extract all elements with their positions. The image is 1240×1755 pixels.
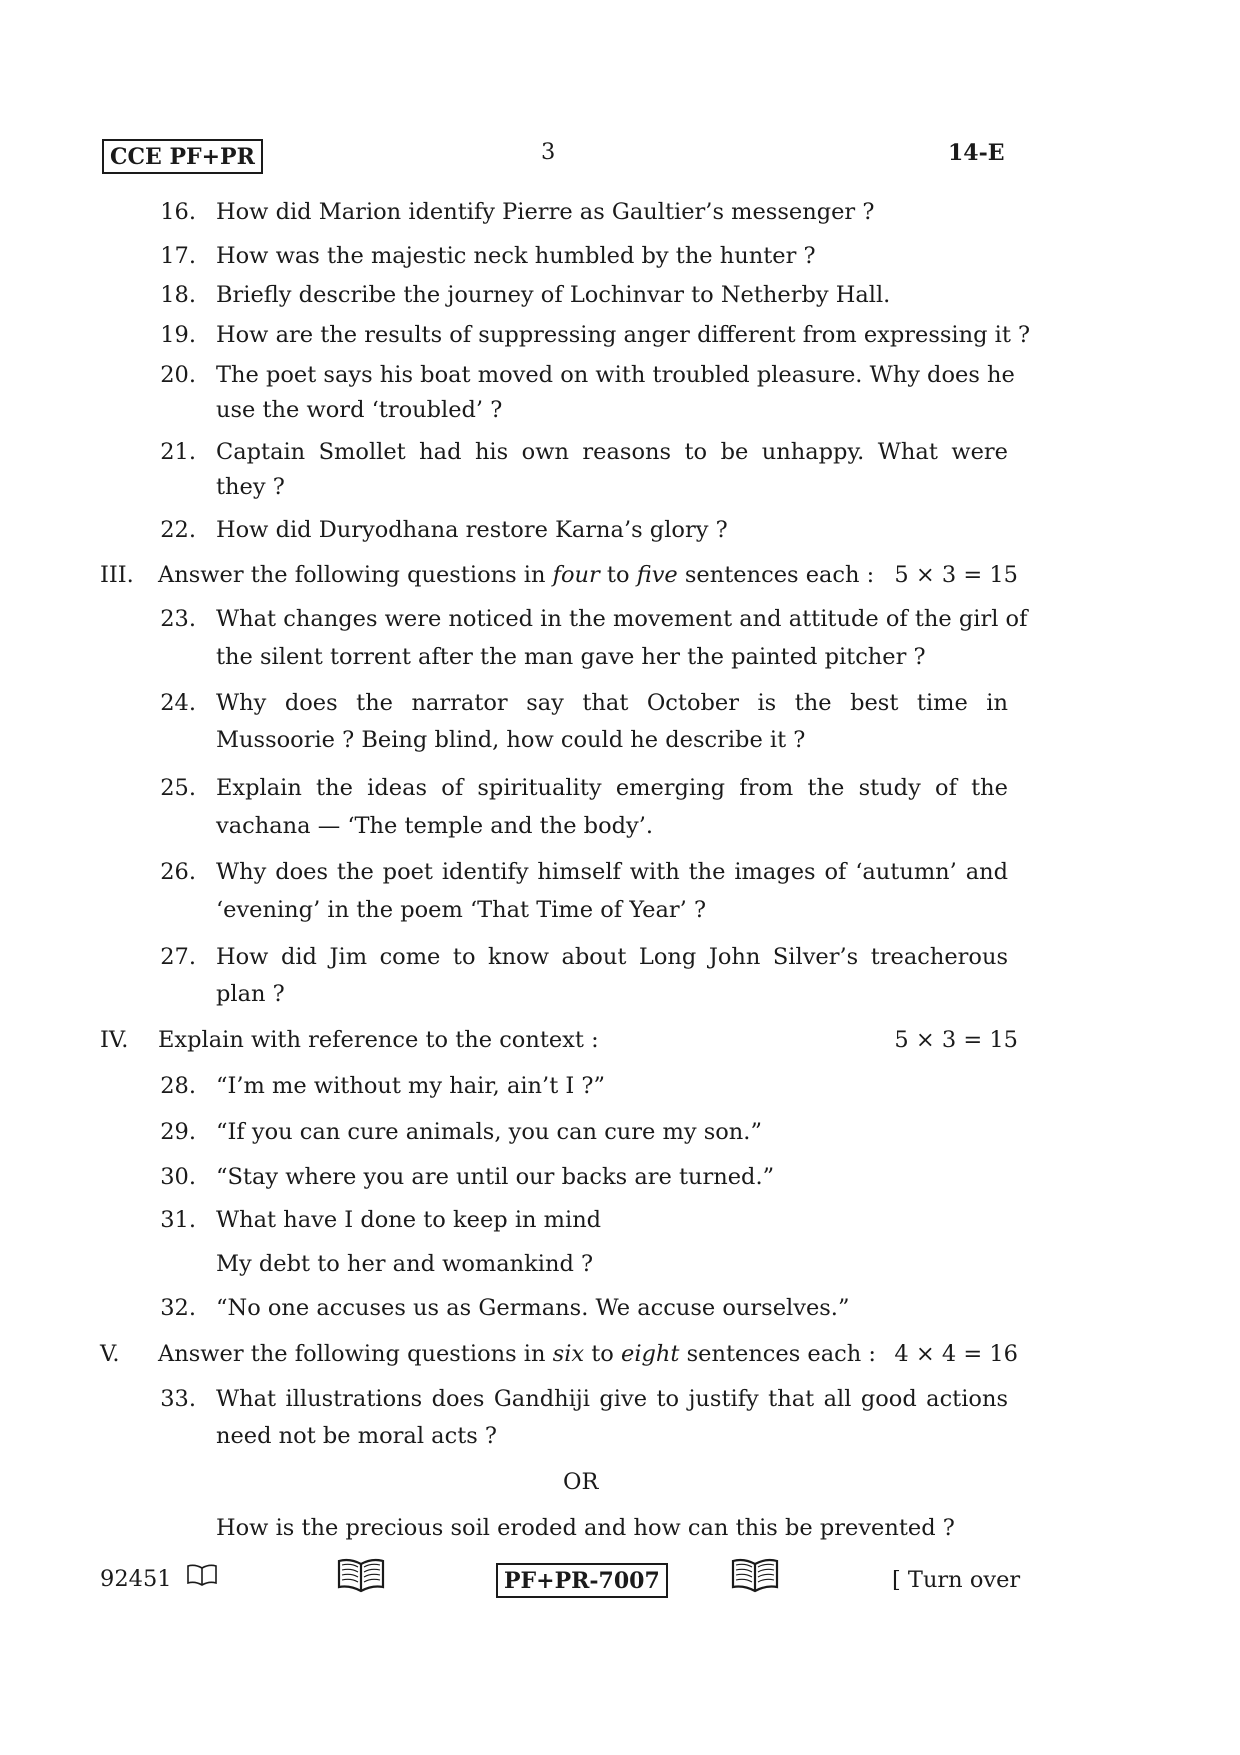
subject-code: 14-E bbox=[948, 140, 1005, 166]
page-number: 3 bbox=[541, 139, 556, 165]
question-number: 23. bbox=[160, 606, 196, 632]
question-text-line2: Mussoorie ? Being blind, how could he describe it ? bbox=[216, 727, 806, 753]
question-text: How are the results of suppressing anger different from expressing it ? bbox=[216, 322, 1031, 348]
question-text-line2: the silent torrent after the man gave her the painted pitcher ? bbox=[216, 644, 926, 670]
question-number: 16. bbox=[160, 199, 196, 225]
question-number: 17. bbox=[160, 243, 196, 269]
question-text-line1: Why does the poet identify himself with the images of ‘autumn’ and bbox=[216, 859, 1008, 885]
question-number: 25. bbox=[160, 775, 196, 801]
question-text-line2: need not be moral acts ? bbox=[216, 1423, 497, 1449]
paper-code-box: CCE PF+PR bbox=[102, 139, 263, 174]
book-icon bbox=[186, 1563, 218, 1587]
turn-over-note: [ Turn over bbox=[892, 1567, 1021, 1593]
question-text-line1: What have I done to keep in mind bbox=[216, 1207, 602, 1233]
question-text-line1: Why does the narrator say that October is the best time in bbox=[216, 690, 1008, 716]
question-text-line1: What illustrations does Gandhiji give to justify that all good actions bbox=[216, 1386, 1008, 1412]
question-text-line1: The poet says his boat moved on with troubled pleasure. Why does he bbox=[216, 362, 1015, 388]
question-text: “I’m me without my hair, ain’t I ?” bbox=[216, 1073, 605, 1099]
question-text-line2: vachana — ‘The temple and the body’. bbox=[216, 813, 654, 839]
question-text: “No one accuses us as Germans. We accuse ourselves.” bbox=[216, 1295, 850, 1321]
question-text-line2: My debt to her and womankind ? bbox=[216, 1251, 594, 1277]
question-number: 22. bbox=[160, 517, 196, 543]
question-number: 19. bbox=[160, 322, 196, 348]
question-number: 24. bbox=[160, 690, 196, 716]
question-text: How was the majestic neck humbled by the hunter ? bbox=[216, 243, 816, 269]
or-separator: OR bbox=[563, 1469, 599, 1495]
section-roman-numeral: V. bbox=[100, 1341, 120, 1367]
question-number: 29. bbox=[160, 1119, 196, 1145]
question-text-line1: What changes were noticed in the movement and attitude of the girl of bbox=[216, 606, 1028, 632]
question-number: 21. bbox=[160, 439, 196, 465]
question-text: “If you can cure animals, you can cure my son.” bbox=[216, 1119, 762, 1145]
section-roman-numeral: III. bbox=[100, 562, 134, 588]
question-number: 32. bbox=[160, 1295, 196, 1321]
section-instruction: Answer the following questions in six to eight sentences each : bbox=[158, 1341, 876, 1367]
footer-code: 92451 bbox=[100, 1566, 172, 1592]
question-text-alternative: How is the precious soil eroded and how can this be prevented ? bbox=[216, 1515, 955, 1541]
question-text-line2: use the word ‘troubled’ ? bbox=[216, 397, 503, 423]
question-text: How did Marion identify Pierre as Gaultier’s messenger ? bbox=[216, 199, 875, 225]
booklet-code-box: PF+PR-7007 bbox=[496, 1563, 668, 1598]
question-number: 18. bbox=[160, 282, 196, 308]
question-text-line1: How did Jim come to know about Long John Silver’s treacherous bbox=[216, 944, 1008, 970]
question-text-line2: they ? bbox=[216, 474, 285, 500]
question-text-line1: Explain the ideas of spirituality emerging from the study of the bbox=[216, 775, 1008, 801]
question-text: How did Duryodhana restore Karna’s glory ? bbox=[216, 517, 728, 543]
question-number: 30. bbox=[160, 1164, 196, 1190]
question-number: 31. bbox=[160, 1207, 196, 1233]
book-icon bbox=[336, 1557, 386, 1593]
section-marks: 5 × 3 = 15 bbox=[894, 1027, 1018, 1053]
section-instruction: Answer the following questions in four to five sentences each : bbox=[158, 562, 875, 588]
section-marks: 4 × 4 = 16 bbox=[894, 1341, 1018, 1367]
question-number: 27. bbox=[160, 944, 196, 970]
question-text-line2: plan ? bbox=[216, 981, 285, 1007]
question-text-line2: ‘evening’ in the poem ‘That Time of Year’ ? bbox=[216, 897, 707, 923]
book-icon bbox=[730, 1557, 780, 1593]
question-text: “Stay where you are until our backs are turned.” bbox=[216, 1164, 775, 1190]
question-number: 33. bbox=[160, 1386, 196, 1412]
question-number: 20. bbox=[160, 362, 196, 388]
section-instruction: Explain with reference to the context : bbox=[158, 1027, 599, 1053]
question-number: 28. bbox=[160, 1073, 196, 1099]
question-number: 26. bbox=[160, 859, 196, 885]
question-text-line1: Captain Smollet had his own reasons to be unhappy. What were bbox=[216, 439, 1008, 465]
section-roman-numeral: IV. bbox=[100, 1027, 129, 1053]
section-marks: 5 × 3 = 15 bbox=[894, 562, 1018, 588]
question-text: Briefly describe the journey of Lochinvar to Netherby Hall. bbox=[216, 282, 891, 308]
